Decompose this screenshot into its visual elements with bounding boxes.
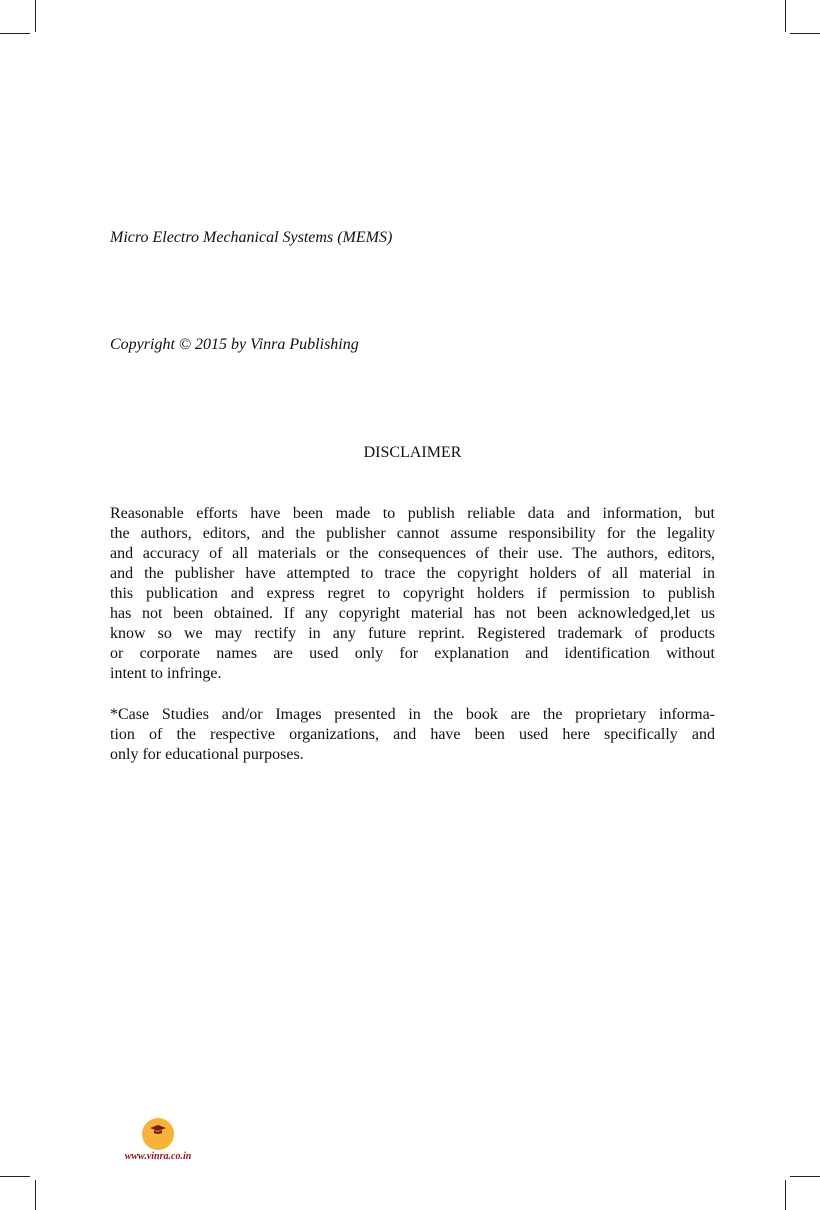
crop-mark [35, 0, 36, 32]
text-line: tion of the respective organizations, and have been used here specifically and [110, 726, 715, 743]
disclaimer-heading: DISCLAIMER [363, 444, 462, 461]
publisher-url: www.vinra.co.in [124, 1151, 192, 1162]
crop-mark [790, 33, 820, 34]
book-title: Micro Electro Mechanical Systems (MEMS) [110, 229, 393, 246]
text-line: Reasonable efforts have been made to publish reliable data and information, but [110, 505, 715, 522]
crop-mark [790, 1176, 820, 1177]
crop-mark [785, 1180, 786, 1210]
text-line: only for educational purposes. [110, 746, 304, 763]
text-line: and accuracy of all materials or the consequences of their use. The authors, editors, [110, 545, 715, 562]
graduation-cap-icon [150, 1125, 166, 1135]
crop-mark [35, 1180, 36, 1210]
text-line: and the publisher have attempted to trace the copyright holders of all material in [110, 565, 715, 582]
case-studies-note [110, 705, 715, 765]
text-line: know so we may rectify in any future reprint. Registered trademark of products [110, 625, 715, 642]
copyright-notice: Copyright © 2015 by Vinra Publishing [110, 336, 359, 353]
crop-mark [0, 33, 30, 34]
text-line: or corporate names are used only for explanation and identification without [110, 645, 715, 662]
text-line: intent to infringe. [110, 665, 222, 682]
crop-mark [785, 0, 786, 32]
publisher-logo [142, 1118, 174, 1150]
text-line: this publication and express regret to copyright holders if permission to publish [110, 585, 715, 602]
text-line: the authors, editors, and the publisher cannot assume responsibility for the legality [110, 525, 715, 542]
text-line: has not been obtained. If any copyright material has not been acknowledged,let us [110, 605, 715, 622]
text-line: *Case Studies and/or Images presented in the book are the proprietary informa- [110, 706, 715, 723]
crop-mark [0, 1176, 30, 1177]
disclaimer-paragraph [110, 504, 715, 684]
